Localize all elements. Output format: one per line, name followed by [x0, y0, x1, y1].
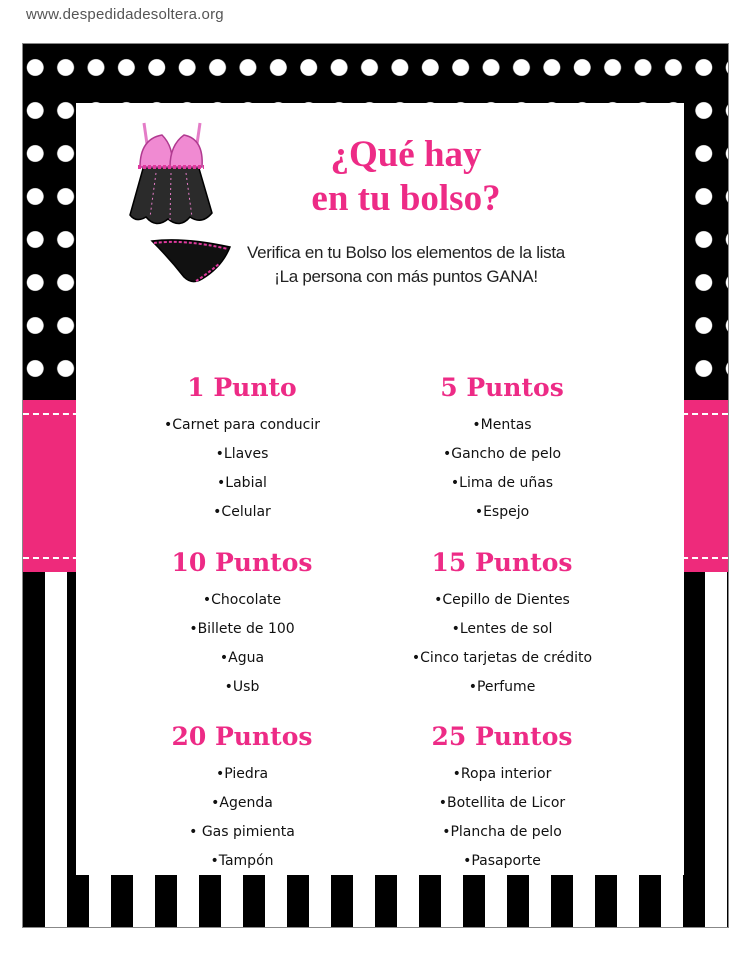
item-list	[112, 764, 372, 880]
list-item: •Piedra	[215, 766, 269, 782]
list-item: •Agenda	[211, 795, 273, 811]
list-item: •Llaves	[215, 446, 269, 462]
item-list	[372, 590, 632, 706]
item-list	[372, 764, 632, 880]
group-title: 10 Puntos	[171, 548, 313, 577]
list-item: •Tampón	[210, 853, 274, 869]
group-title: 5 Puntos	[440, 373, 564, 402]
item-list	[372, 415, 632, 531]
list-item: •Celular	[213, 504, 271, 520]
list-item: •Botellita de Licor	[438, 795, 566, 811]
list-item: •Cepillo de Dientes	[434, 592, 570, 608]
points-group	[372, 722, 632, 880]
group-title: 15 Puntos	[431, 548, 573, 577]
instruction-line: ¡La persona con más puntos GANA!	[274, 267, 538, 286]
group-title: 25 Puntos	[431, 722, 573, 751]
list-item: •Gancho de pelo	[442, 446, 562, 462]
group-title: 20 Puntos	[171, 722, 313, 751]
list-item: •Labial	[217, 475, 267, 491]
points-group	[112, 722, 372, 880]
points-group	[372, 548, 632, 706]
page-title	[256, 133, 556, 221]
list-item: •Mentas	[472, 417, 532, 433]
list-item: •Plancha de pelo	[442, 824, 562, 840]
list-item: •Pasaporte	[463, 853, 541, 869]
list-item: •Ropa interior	[452, 766, 552, 782]
item-list	[112, 590, 372, 706]
group-title: 1 Punto	[187, 373, 297, 402]
list-item: •Lima de uñas	[450, 475, 554, 491]
list-item: •Billete de 100	[189, 621, 295, 637]
website-url: www.despedidadesoltera.org	[26, 6, 224, 23]
title-line: en tu bolso?	[311, 178, 501, 219]
list-item: • Gas pimienta	[189, 824, 295, 840]
list-item: •Agua	[219, 650, 265, 666]
points-group	[112, 373, 372, 531]
points-group	[372, 373, 632, 531]
instructions	[216, 241, 596, 289]
list-item: •Usb	[224, 679, 260, 695]
decorative-frame	[22, 43, 729, 928]
game-card	[76, 103, 684, 875]
list-item: •Carnet para conducir	[163, 417, 321, 433]
list-item: •Lentes de sol	[451, 621, 553, 637]
points-group	[112, 548, 372, 706]
title-line: ¿Qué hay	[330, 134, 482, 175]
list-item: •Cinco tarjetas de crédito	[411, 650, 593, 666]
list-item: •Espejo	[474, 504, 530, 520]
instruction-line: Verifica en tu Bolso los elementos de la lista	[247, 243, 565, 262]
list-item: •Perfume	[468, 679, 536, 695]
list-item: •Chocolate	[202, 592, 282, 608]
item-list	[112, 415, 372, 531]
